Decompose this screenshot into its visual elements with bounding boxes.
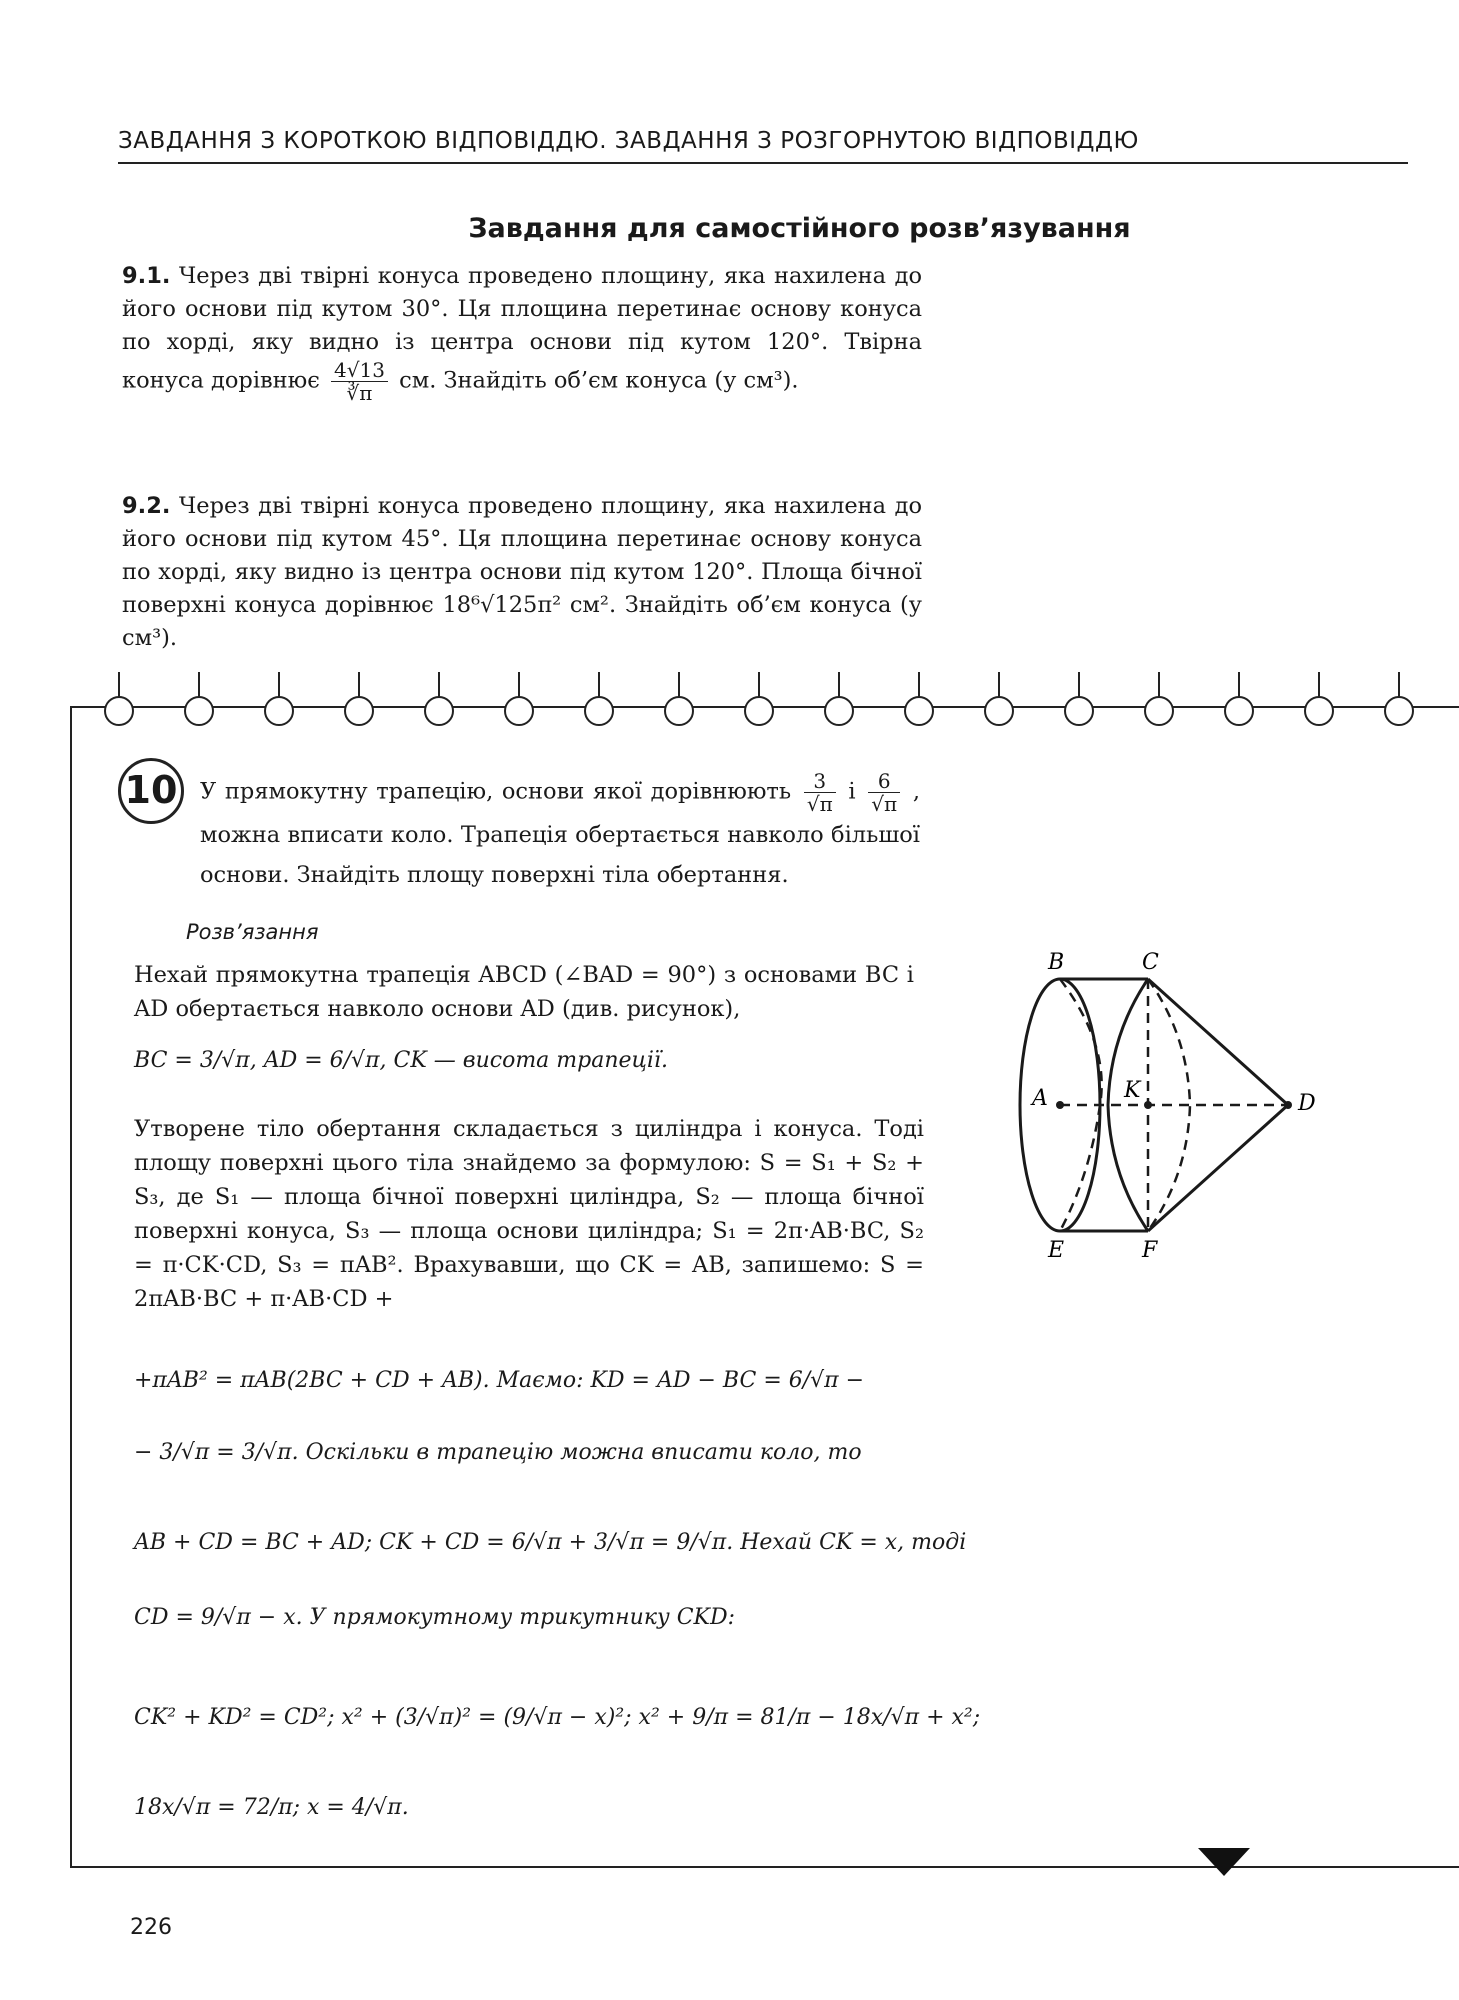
point-a [1056, 1101, 1064, 1109]
spiral-ring-icon [264, 696, 294, 726]
solution-paragraph-1: Нехай прямокутна трапеція ABCD (∠BAD = 90°) з основами BC і AD обертається навколо основи AD (див. рисунок), [134, 962, 914, 1022]
label-e: E [1048, 1238, 1065, 1263]
continue-arrow-icon [1198, 1848, 1250, 1876]
denominator: ∛π [346, 381, 373, 405]
task-text: см². Знайдіть об’єм конуса (у см³). [122, 592, 923, 651]
solution-formula-2: +πAB² = πAB(2BC + CD + AB). Маємо: KD = AD − BC = 6/√π − [134, 1368, 865, 1393]
spiral-ring-stem [438, 672, 440, 698]
spiral-ring-stem [1158, 672, 1160, 698]
solution-formula-3: − 3/√π = 3/√π. Оскільки в трапецію можна вписати коло, то [134, 1440, 862, 1465]
task-9-1 [122, 260, 922, 404]
fraction [804, 770, 836, 815]
spiral-ring-stem [918, 672, 920, 698]
cone-side-bottom [1148, 1105, 1288, 1231]
spiral-ring-stem [358, 672, 360, 698]
denominator: √π [806, 792, 833, 816]
spiral-ring-stem [838, 672, 840, 698]
cone-side-top [1148, 979, 1288, 1105]
numerator: 6 [868, 770, 900, 793]
label-c: C [1142, 950, 1159, 975]
spiral-ring-icon [984, 696, 1014, 726]
spiral-ring-stem [998, 672, 1000, 698]
spiral-ring-icon [1224, 696, 1254, 726]
task-text: і [848, 778, 856, 805]
task-text: У прямокутну трапецію, основи якої дорівнюють [200, 778, 792, 805]
spiral-ring-icon [1144, 696, 1174, 726]
spiral-ring-stem [118, 672, 120, 698]
spiral-ring-stem [1398, 672, 1400, 698]
page-number: 226 [130, 1915, 172, 1940]
spiral-ring-icon [824, 696, 854, 726]
spiral-ring-icon [584, 696, 614, 726]
solution-formula-1: BC = 3/√π, AD = 6/√π, CK — висота трапеції. [134, 1048, 668, 1073]
task-text: Через дві твірні конуса проведено площину, яка нахилена до його основи під кутом 30°. Ця площина перетинає основу конуса по хорді, яку видно із центра основи під кутом 120°. Твірна конуса дорівнює [122, 263, 922, 394]
spiral-ring-icon [664, 696, 694, 726]
label-b: B [1048, 950, 1065, 975]
solution-heading: Розв’язання [186, 920, 319, 944]
fraction [868, 770, 900, 815]
solid-of-revolution-diagram [1000, 945, 1330, 1265]
spiral-ring-icon [424, 696, 454, 726]
spiral-ring-icon [1384, 696, 1414, 726]
spiral-ring-icon [744, 696, 774, 726]
task-10-statement [200, 770, 920, 895]
spiral-ring-icon [104, 696, 134, 726]
label-a: A [1032, 1086, 1048, 1111]
spiral-ring-icon [184, 696, 214, 726]
solution-formula-7: 18x/√π = 72/π; x = 4/√π. [134, 1795, 409, 1820]
solution-formula-5: CD = 9/√π − x. У прямокутному трикутнику CKD: [134, 1605, 736, 1630]
point-d [1284, 1101, 1292, 1109]
task-text: Через дві твірні конуса проведено площину, яка нахилена до його основи під кутом 45°. Ця площина перетинає основу конуса по хорді, яку видно із центра основи під кутом 120°. Площа бічної поверхні конуса дорівнює [122, 493, 922, 618]
label-d: D [1298, 1091, 1316, 1116]
spiral-ring-stem [198, 672, 200, 698]
fraction [331, 359, 388, 404]
task-10-badge: 10 [118, 758, 184, 824]
radical-value: 18⁶√125π² [442, 592, 562, 618]
spiral-ring-icon [1304, 696, 1334, 726]
section-title: Завдання для самостійного розв’язування [468, 213, 1131, 244]
task-9-2 [122, 490, 922, 655]
spiral-ring-stem [1078, 672, 1080, 698]
task-number: 9.2. [122, 493, 171, 519]
point-k [1144, 1101, 1152, 1109]
spiral-ring-icon [1064, 696, 1094, 726]
spiral-ring-stem [1238, 672, 1240, 698]
spiral-ring-stem [598, 672, 600, 698]
page-header: ЗАВДАННЯ З КОРОТКОЮ ВІДПОВІДДЮ. ЗАВДАННЯ З РОЗГОРНУТОЮ ВІДПОВІДДЮ [118, 128, 1408, 164]
task-text: см. Знайдіть об’єм конуса (у см³). [399, 367, 799, 394]
spiral-ring-icon [344, 696, 374, 726]
denominator: √π [871, 792, 898, 816]
task-text: , можна вписати коло. Трапеція обертається навколо більшої основи. Знайдіть площу поверхні тіла обертання. [200, 778, 921, 888]
spiral-ring-icon [904, 696, 934, 726]
spiral-ring-stem [1318, 672, 1320, 698]
numerator: 4√13 [331, 359, 388, 382]
solution-formula-4: AB + CD = BC + AD; CK + CD = 6/√π + 3/√π = 9/√π. Нехай CK = x, тоді [134, 1530, 967, 1555]
label-k: K [1124, 1078, 1141, 1103]
solution-paragraph-2: Утворене тіло обертання складається з циліндра і конуса. Тоді площу поверхні цього тіла знайдемо за формулою: S = S₁ + S₂ + S₃, де S₁ — площа бічної поверхні циліндра, S₂ — площа бічної поверхні конуса, S₃ — площа основи циліндра; S₁ = 2π·AB·BC, S₂ = π·CK·CD, S₃ = πAB². Врахувавши, що CK = AB, запишемо: S = 2πAB·BC + π·AB·CD + [134, 1116, 924, 1312]
spiral-ring-stem [278, 672, 280, 698]
spiral-ring-stem [518, 672, 520, 698]
solution-formula-6: CK² + KD² = CD²; x² + (3/√π)² = (9/√π − x)²; x² + 9/π = 81/π − 18x/√π + x²; [134, 1705, 981, 1730]
task-number: 9.1. [122, 263, 171, 289]
spiral-ring-icon [504, 696, 534, 726]
spiral-ring-stem [758, 672, 760, 698]
spiral-ring-stem [678, 672, 680, 698]
numerator: 3 [804, 770, 836, 793]
label-f: F [1142, 1238, 1158, 1263]
